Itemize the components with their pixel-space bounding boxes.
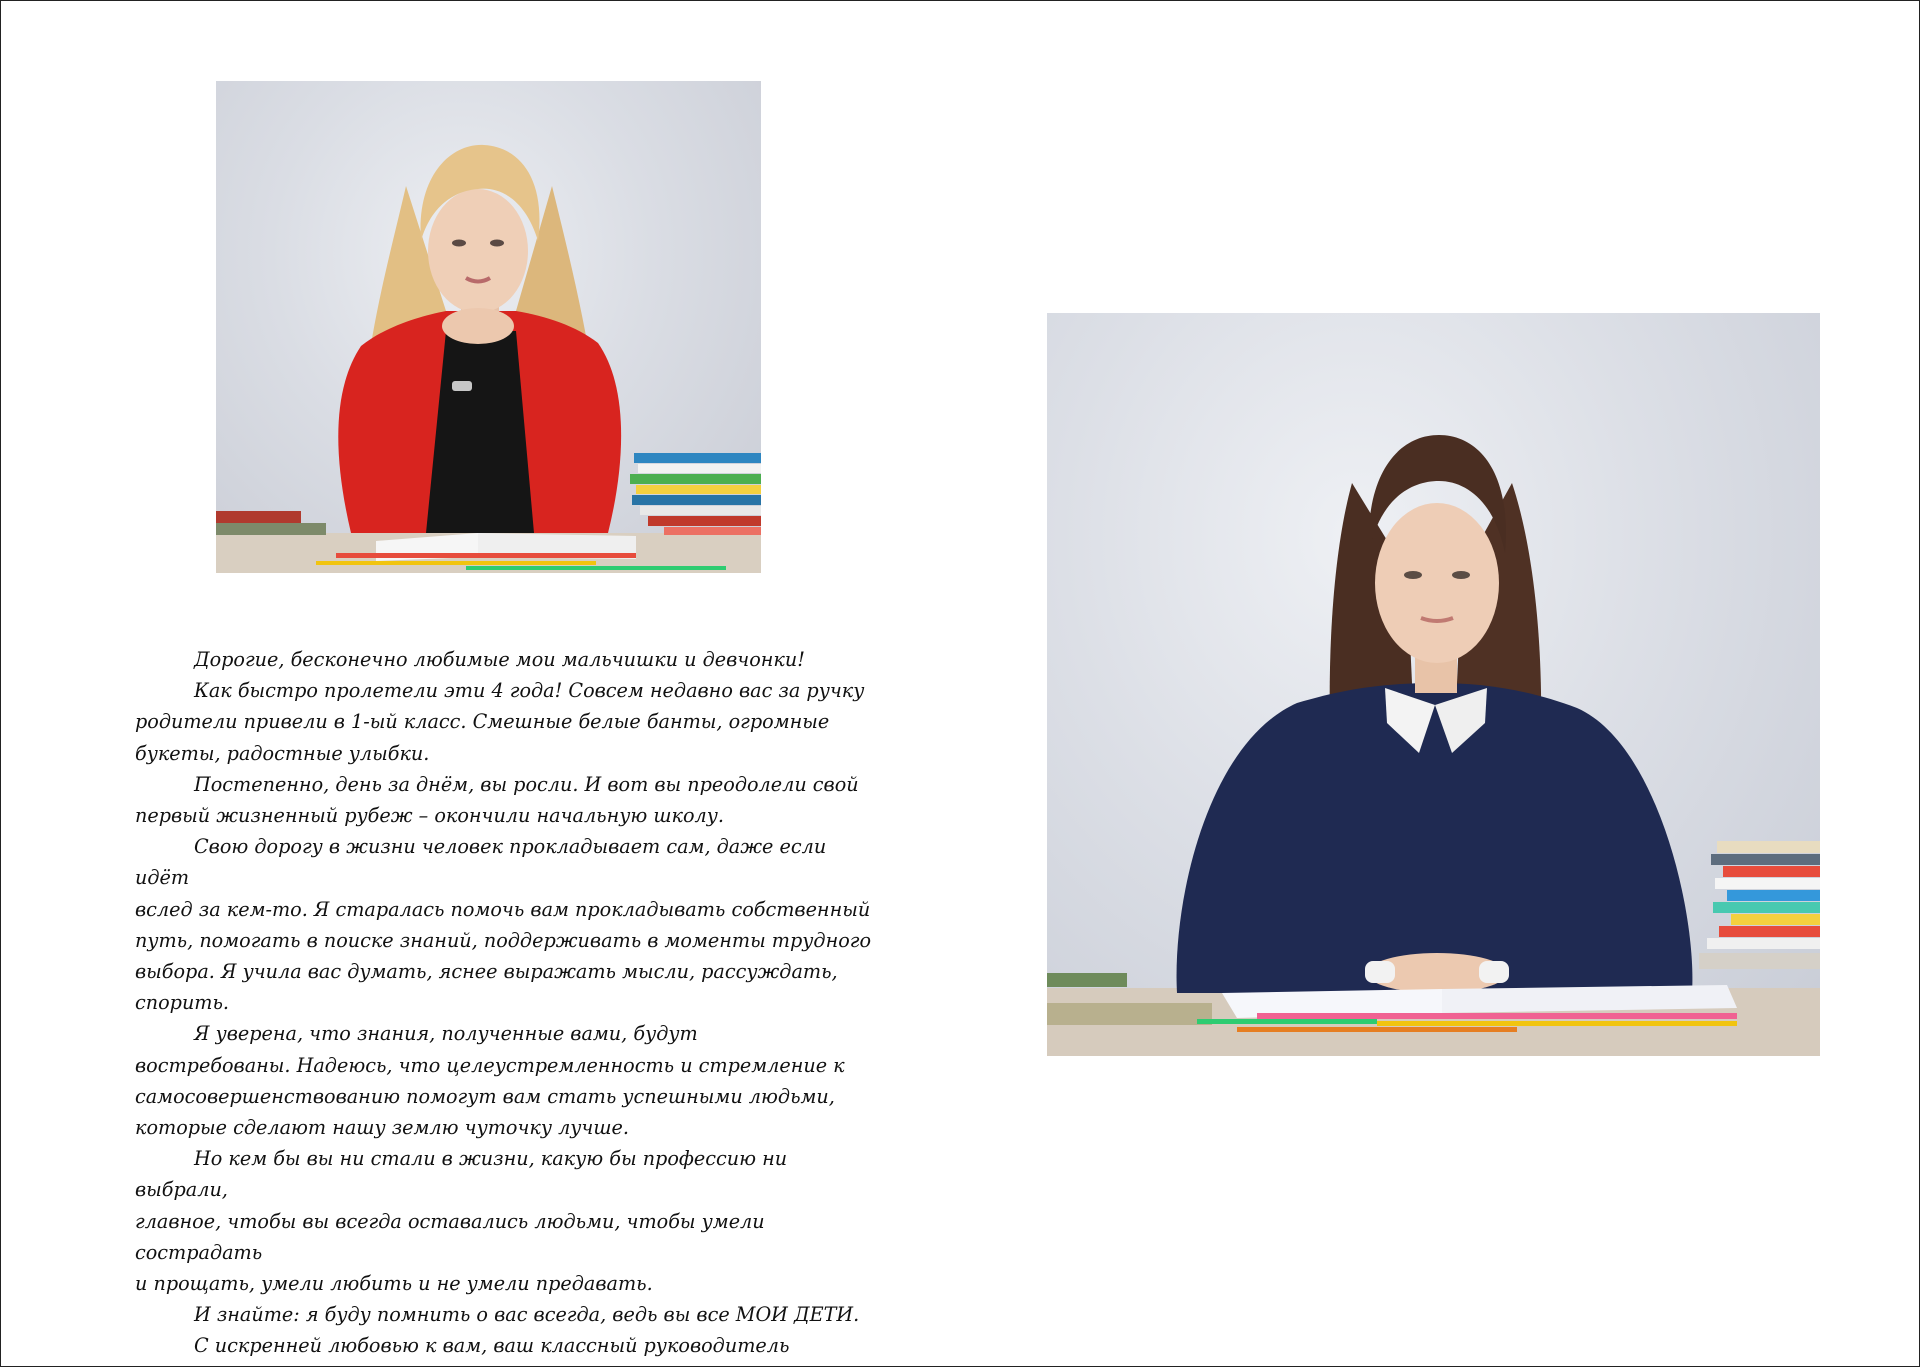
student-photo [1047, 313, 1820, 1056]
letter-line: Постепенно, день за днём, вы росли. И вот вы преодолели свой [194, 772, 859, 796]
letter-text [135, 644, 875, 1362]
letter-line: И знайте: я буду помнить о вас всегда, ведь вы все МОИ ДЕТИ. [194, 1303, 860, 1327]
teacher-illustration [216, 81, 761, 573]
letter-line: самосовершенствованию помогут вам стать успешными людьми, [135, 1084, 835, 1108]
letter-line: Но кем бы вы ни стали в жизни, какую бы профессию ни выбрали, [135, 1147, 788, 1202]
letter-line: Как быстро пролетели эти 4 года! Совсем недавно вас за ручку [194, 679, 865, 703]
student-illustration [1047, 313, 1820, 1056]
letter-line: букеты, радостные улыбки. [135, 741, 430, 765]
letter-line: выбора. Я учила вас думать, яснее выражать мысли, рассуждать, [135, 960, 838, 984]
letter-signature: С искренней любовью к вам, ваш классный руководитель [194, 1334, 790, 1358]
letter-line: спорить. [135, 991, 230, 1015]
letter-line: родители привели в 1-ый класс. Смешные белые банты, огромные [135, 710, 830, 734]
letter-line: которые сделают нашу землю чуточку лучше. [135, 1116, 629, 1140]
letter-line: востребованы. Надеюсь, что целеустремленность и стремление к [135, 1053, 845, 1077]
teacher-photo [216, 81, 761, 573]
letter-line: путь, помогать в поиске знаний, поддерживать в моменты трудного [135, 928, 872, 952]
letter-line: Дорогие, бесконечно любимые мои мальчишки и девчонки! [194, 648, 805, 671]
letter-line: Свою дорогу в жизни человек прокладывает сам, даже если идёт [135, 835, 827, 890]
letter-line: первый жизненный рубеж – окончили начальную школу. [135, 804, 724, 828]
letter-line: и прощать, умели любить и не умели предавать. [135, 1272, 653, 1296]
letter-line: главное, чтобы вы всегда оставались людьми, чтобы умели сострадать [135, 1209, 765, 1264]
letter-line: Я уверена, что знания, полученные вами, будут [194, 1022, 698, 1046]
letter-line: вслед за кем-то. Я старалась помочь вам прокладывать собственный [135, 897, 871, 921]
